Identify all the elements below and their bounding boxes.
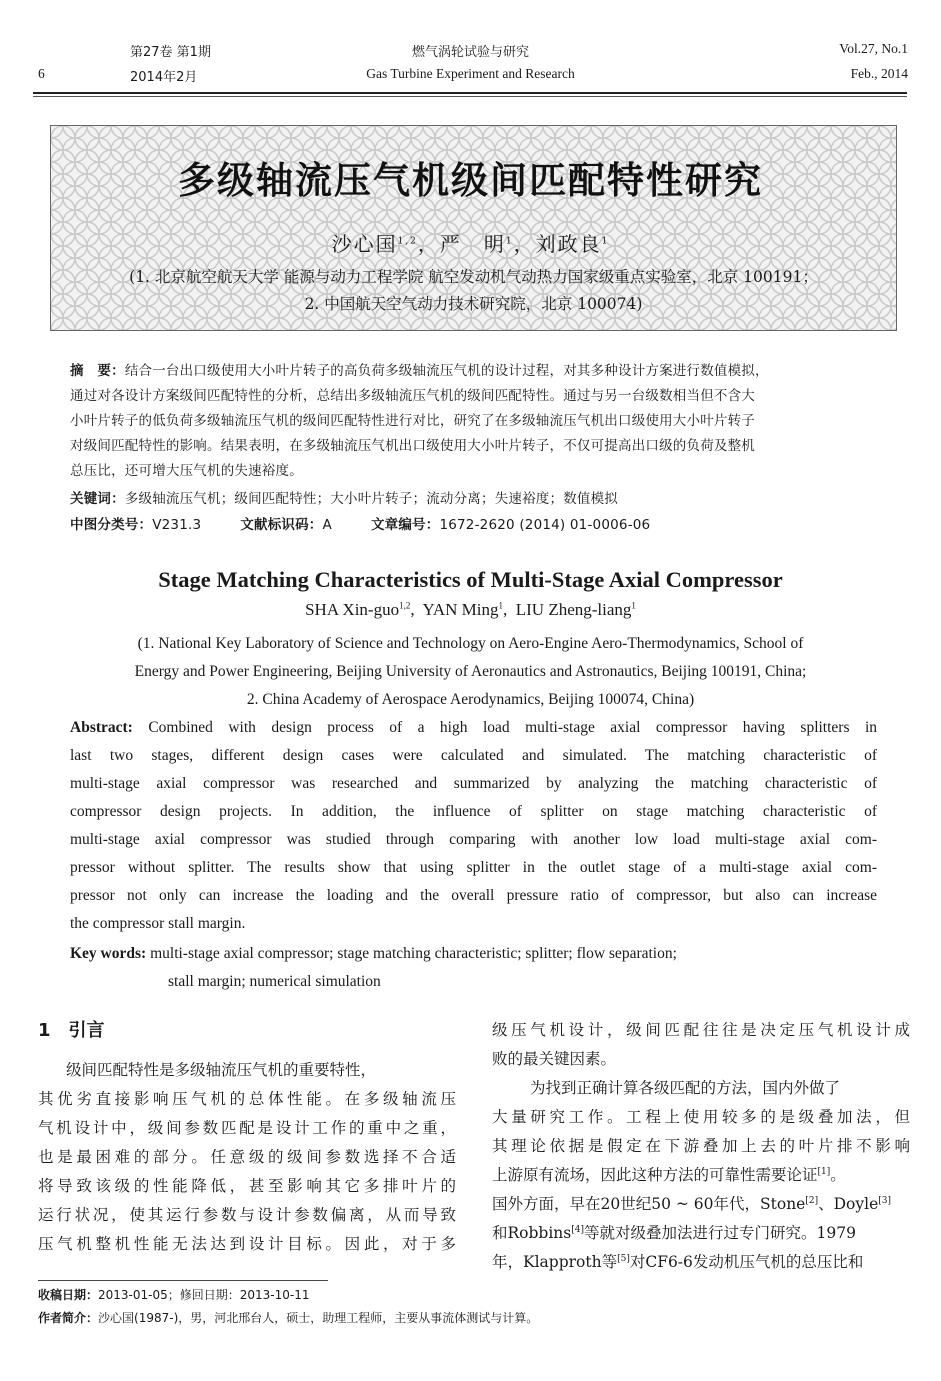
abstract-cn-line: 通过对各设计方案级间匹配特性的分析，总结出多级轴流压气机的级间匹配特性。通过与另一台级数相当但不含大	[70, 388, 755, 404]
body-line	[492, 1221, 910, 1243]
body-line: 败的最关键因素。	[492, 1050, 617, 1068]
abstract-cn-line: 总压比，还可增大压气机的失速裕度。	[70, 463, 303, 479]
journal-name-cn: 燃气涡轮试验与研究	[411, 45, 529, 60]
body-line: 将导致该级的性能降低，甚至影响其它多排叶片的	[38, 1177, 456, 1195]
body-line	[492, 1163, 910, 1185]
author-name: 严 明	[439, 232, 506, 256]
body-text: 等就对级叠加法进行过专门研究。1979	[584, 1224, 856, 1242]
abstract-en-line: pressor without splitter. The results show that using splitter in the outlet stage of a multi-stage axial com-	[70, 859, 877, 876]
abstract-en-line: the compressor stall margin.	[70, 915, 246, 932]
abstract-en-line	[70, 719, 877, 737]
body-text: 上游原有流场，因此这种方法的可靠性需要论证	[492, 1166, 818, 1184]
affiliation-cn-2: 2. 中国航天空气动力技术研究院，北京 100074)	[304, 295, 643, 313]
author-name: YAN Ming	[422, 600, 499, 619]
body-line: 其理论依据是假定在下游叠加上去的叶片排不影响	[492, 1137, 910, 1155]
citation: [5]	[617, 1253, 630, 1264]
abstract-cn-line: 小叶片转子的低负荷多级轴流压气机的级间匹配特性进行对比，研究了在多级轴流压气机出口级使用大小叶片转子	[70, 413, 755, 429]
keywords-en	[70, 945, 677, 963]
body-line: 级压气机设计，级间匹配往往是决定压气机设计成	[492, 1021, 910, 1039]
abstract-en-line: multi-stage axial compressor was studied through comparing with another low load multi-stage axial com-	[70, 831, 877, 848]
doc-code-label: 文献标识码：	[240, 517, 323, 533]
abstract-cn-text: 结合一台出口级使用大小叶片转子的高负荷多级轴流压气机的设计过程，对其多种设计方案进行数值模拟，	[124, 363, 769, 379]
keywords-cn	[70, 487, 618, 507]
volume-en: Vol.27, No.1	[839, 41, 908, 56]
abstract-en-line: pressor not only can increase the loading and the overall pressure ratio of compressor, but also can increase	[70, 887, 877, 904]
article-no-label: 文章编号：	[370, 517, 440, 533]
keywords-en-label: Key words:	[70, 945, 147, 962]
header-rule-thin	[33, 96, 907, 97]
received-value: 2013-01-05；修回日期：2013-10-11	[98, 1288, 310, 1302]
body-line: 其优劣直接影响压气机的总体性能。在多级轴流压	[38, 1090, 456, 1108]
body-line: 也是最困难的部分。任意级的级间参数选择不合适	[38, 1148, 456, 1166]
abstract-en-line: compressor design projects. In addition, the influence of splitter on stage matching characteristic of	[70, 803, 877, 820]
author-name: 刘政良	[535, 232, 602, 256]
volume-cn: 第27卷 第1期	[130, 45, 211, 60]
abstract-en-label: Abstract:	[70, 719, 133, 736]
clc-value: V231.3	[152, 517, 202, 533]
body-line: 运行状况，使其运行参数与设计参数偏离，从而导致	[38, 1206, 456, 1224]
authors-en: SHA Xin-guo$^{1,2}$, YAN Ming$^1$, LIU Zheng-liang$^1$	[305, 600, 636, 619]
footnote-received	[38, 1286, 310, 1303]
abstract-en-line: multi-stage axial compressor was researched and summarized by analyzing the matching characteristic of	[70, 775, 877, 792]
body-text: 对CF6-6发动机压气机的总压比和	[629, 1253, 864, 1271]
classification-line	[70, 513, 650, 533]
body-line: 级间匹配特性是多级轴流压气机的重要特性，	[66, 1061, 377, 1079]
doc-code-value: A	[322, 517, 332, 533]
citation: [3]	[878, 1195, 892, 1206]
keywords-cn-text: 多级轴流压气机；级间匹配特性；大小叶片转子；流动分离；失速裕度；数值模拟	[124, 491, 619, 507]
author-name: LIU Zheng-liang	[515, 600, 632, 619]
clc-label: 中图分类号：	[70, 517, 153, 533]
author-separator: ，	[417, 232, 440, 256]
paper-title-cn: 多级轴流压气机级间匹配特性研究	[178, 159, 763, 202]
received-label: 收稿日期：	[38, 1288, 99, 1302]
body-text: 国外方面，早在20世纪50 ~ 60年代，Stone	[492, 1195, 806, 1213]
date-en: Feb., 2014	[850, 66, 908, 81]
body-line: 压气机整机性能无法达到设计目标。因此，对于多	[38, 1235, 456, 1253]
body-text: 年，Klapproth等	[492, 1253, 618, 1271]
footnote-author	[38, 1309, 538, 1326]
header-rule	[33, 92, 907, 94]
abstract-en-line: last two stages, different design cases were calculated and simulated. The matching characteristic of	[70, 747, 877, 764]
journal-name-en: Gas Turbine Experiment and Research	[366, 66, 575, 81]
citation: [4]	[571, 1224, 584, 1235]
footnote-rule	[38, 1280, 328, 1281]
keywords-en-text: multi-stage axial compressor; stage matching characteristic; splitter; flow separation;	[150, 945, 677, 962]
body-line: 大量研究工作。工程上使用较多的是级叠加法，但	[492, 1108, 910, 1126]
abstract-cn-line	[70, 359, 769, 379]
affiliation-mark: 1	[631, 600, 636, 611]
affiliation-mark: 1,2	[399, 600, 411, 611]
affiliation-mark: 1	[601, 236, 610, 247]
affiliation-cn-1: (1. 北京航空航天大学 能源与动力工程学院 航空发动机气动热力国家级重点实验室，北京 100191；	[129, 268, 818, 286]
abstract-cn-label: 摘 要：	[70, 363, 125, 379]
author-bio-label: 作者简介：	[38, 1311, 99, 1325]
abstract-cn-line: 对级间匹配特性的影响。结果表明，在多级轴流压气机出口级使用大小叶片转子，不仅可提高出口级的负荷及整机	[70, 438, 755, 454]
citation: [2]	[805, 1195, 819, 1206]
keywords-en-cont: stall margin; numerical simulation	[168, 973, 381, 990]
affiliation-mark: 1	[498, 600, 503, 611]
affiliation-en-3: 2. China Academy of Aerospace Aerodynamics, Beijing 100074, China)	[246, 691, 695, 708]
date-cn: 2014年2月	[130, 70, 198, 85]
authors-cn	[0, 228, 941, 257]
affiliation-en-2: Energy and Power Engineering, Beijing University of Aeronautics and Astronautics, Beijing 100191, China;	[134, 663, 807, 680]
page-number: 6	[38, 66, 45, 81]
abstract-en-text: Combined with design process of a high load multi-stage axial compressor having splitters in	[148, 719, 878, 736]
body-line: 气机设计中，级间参数匹配是设计工作的重中之重，	[38, 1119, 456, 1137]
body-line	[492, 1250, 910, 1272]
author-bio-value: 沙心国(1987-)，男，河北邢台人，硕士，助理工程师，主要从事流体测试与计算。	[98, 1311, 539, 1325]
body-text: 、Doyle	[818, 1195, 879, 1213]
author-name: SHA Xin-guo	[305, 600, 400, 619]
keywords-cn-label: 关键词：	[70, 491, 125, 507]
author-name: 沙心国	[331, 232, 398, 256]
affiliation-mark: 1	[505, 236, 514, 247]
paper-title-en: Stage Matching Characteristics of Multi-Stage Axial Compressor	[158, 567, 783, 592]
article-no-value: 1672-2620 (2014) 01-0006-06	[439, 517, 651, 533]
citation: [1]	[817, 1166, 831, 1177]
affiliation-mark: 1,2	[397, 236, 418, 247]
body-text: 。	[830, 1166, 846, 1184]
body-line	[492, 1192, 910, 1214]
section-heading: 1 引言	[38, 1020, 105, 1041]
affiliation-en-1: (1. National Key Laboratory of Science and Technology on Aero-Engine Aero-Thermodynamics, School of	[137, 635, 804, 652]
body-text: 和Robbins	[492, 1224, 572, 1242]
body-line: 为找到正确计算各级匹配的方法，国内外做了	[530, 1079, 841, 1097]
author-separator: ，	[513, 232, 536, 256]
